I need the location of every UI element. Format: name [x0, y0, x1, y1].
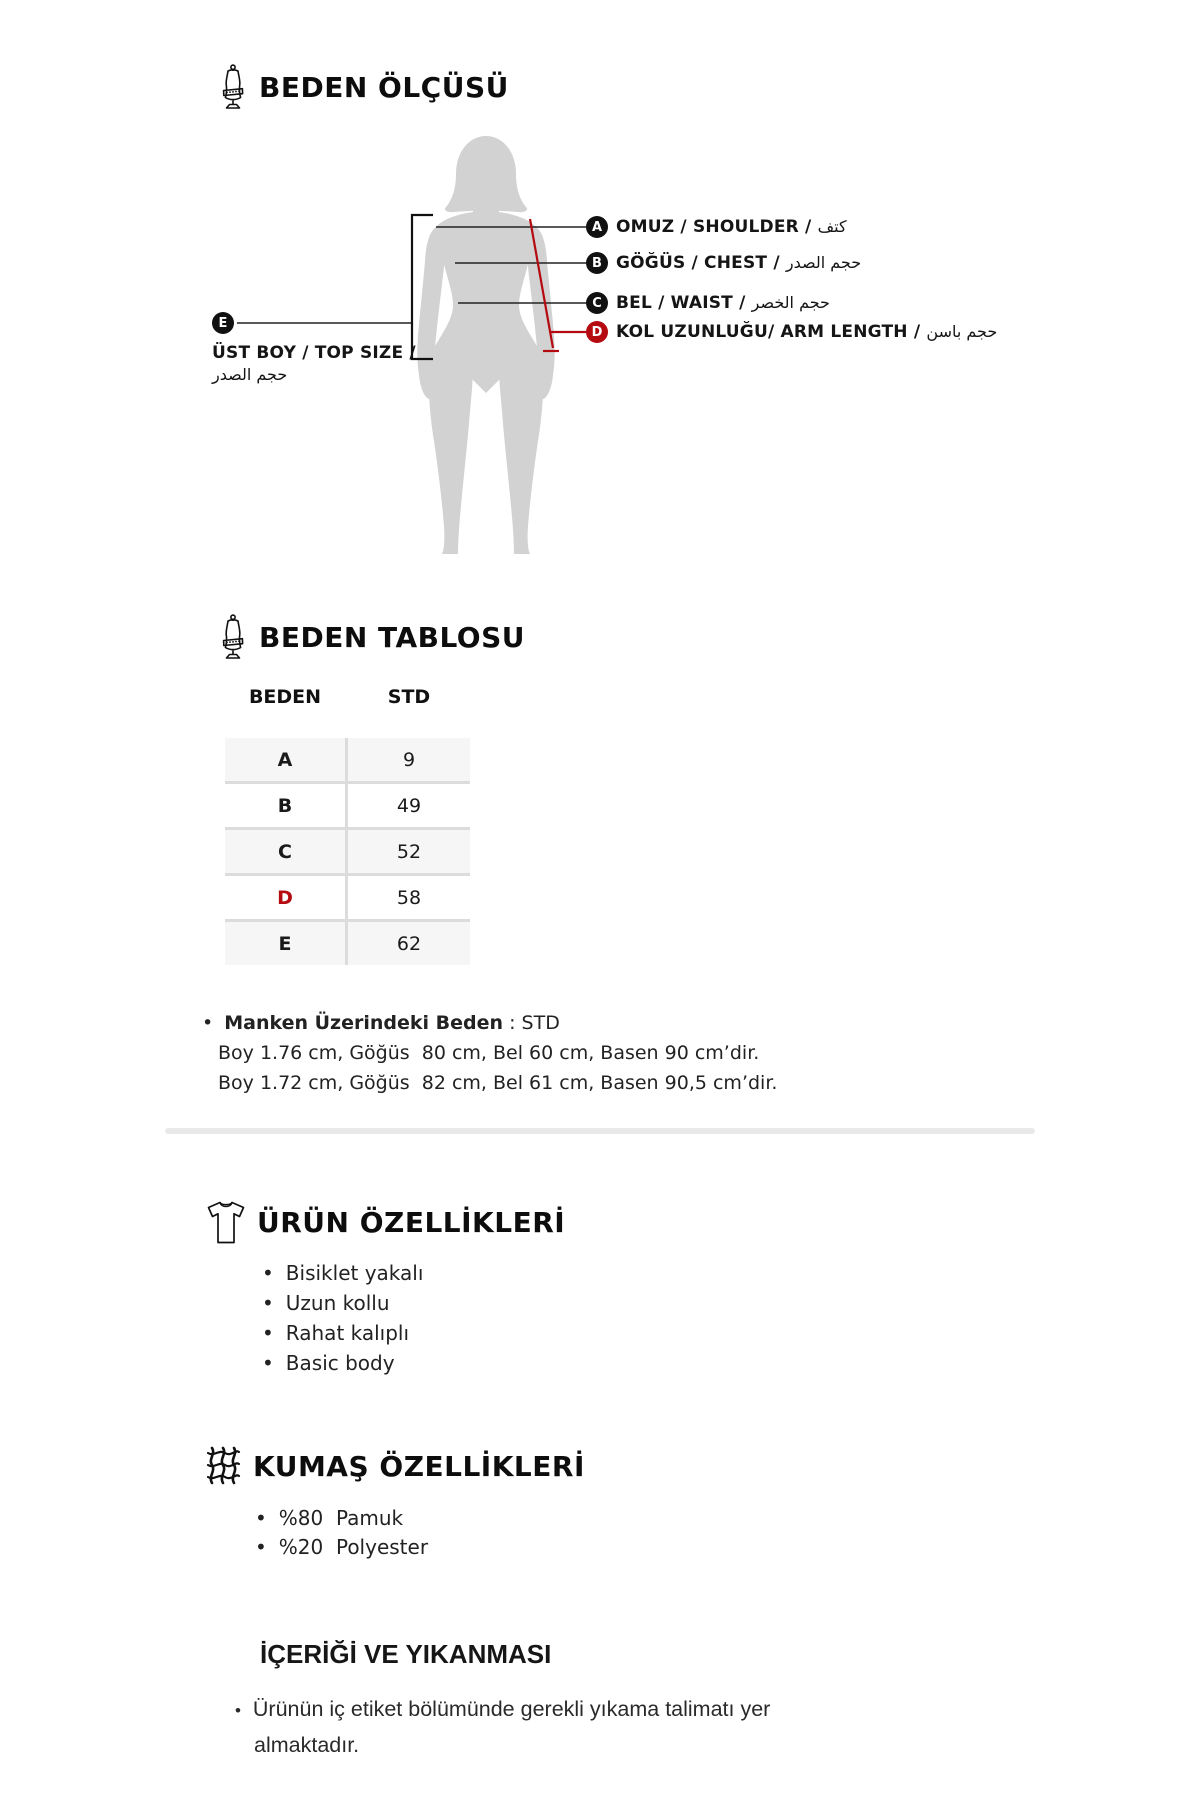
- list-item: • Bisiklet yakalı: [262, 1258, 423, 1288]
- model-size-line: • Manken Üzerindeki Beden : STD: [202, 1008, 777, 1038]
- section-divider: [165, 1128, 1035, 1134]
- care-line: almaktadır.: [254, 1733, 360, 1757]
- list-item: • %20 Polyester: [255, 1533, 428, 1562]
- care-title: İÇERİĞİ VE YIKANMASI: [260, 1639, 552, 1669]
- product-features-title: ÜRÜN ÖZELLİKLERİ: [257, 1206, 566, 1239]
- label-chest: GÖĞÜS / CHEST / حجم الصدر: [616, 253, 862, 273]
- table-row: D 58: [225, 873, 470, 919]
- label-circle-d: D: [586, 321, 608, 343]
- model-measurements-1: Boy 1.76 cm, Göğüs 80 cm, Bel 60 cm, Basen 90 cm’dir.: [218, 1042, 760, 1064]
- list-item: • Basic body: [262, 1348, 423, 1378]
- list-item: • Uzun kollu: [262, 1288, 423, 1318]
- label-shoulder: OMUZ / SHOULDER / كتف: [616, 217, 847, 237]
- label-waist: BEL / WAIST / حجم الخصر: [616, 293, 830, 313]
- table-row: E 62: [225, 919, 470, 965]
- product-features-list: [262, 1258, 423, 1378]
- table-col-header-beden: BEDEN: [248, 686, 322, 708]
- product-features-header: [206, 1200, 565, 1245]
- table-row: A 9: [225, 738, 470, 781]
- size-guide-title: BEDEN ÖLÇÜSÜ: [259, 70, 509, 104]
- table-row: C 52: [225, 827, 470, 873]
- table-col-header-std: STD: [387, 686, 431, 708]
- female-silhouette: [417, 136, 554, 554]
- label-circle-e: E: [212, 312, 234, 334]
- tshirt-icon: [206, 1200, 246, 1245]
- label-arm-length: KOL UZUNLUĞU/ ARM LENGTH / حجم باسن: [616, 322, 998, 342]
- list-item: • Rahat kalıplı: [262, 1318, 423, 1348]
- table-row: B 49: [225, 781, 470, 827]
- fabric-features-list: [255, 1504, 428, 1562]
- label-circle-a: A: [586, 216, 608, 238]
- care-instructions: [235, 1692, 770, 1763]
- dress-form-icon: [218, 64, 248, 110]
- care-line: • Ürünün iç etiket bölümünde gerekli yıkama talimatı yer: [235, 1697, 771, 1721]
- list-item: • %80 Pamuk: [255, 1504, 428, 1533]
- size-table: [225, 738, 470, 965]
- model-measurements-2: Boy 1.72 cm, Göğüs 82 cm, Bel 61 cm, Basen 90,5 cm’dir.: [218, 1072, 778, 1094]
- label-circle-b: B: [586, 252, 608, 274]
- label-circle-c: C: [586, 292, 608, 314]
- size-table-header: [218, 614, 525, 660]
- fabric-features-header: [204, 1444, 585, 1488]
- model-size-info: [202, 1008, 777, 1098]
- dress-form-icon: [218, 614, 248, 660]
- fabric-features-title: KUMAŞ ÖZELLİKLERİ: [253, 1449, 585, 1483]
- size-table-title: BEDEN TABLOSU: [259, 620, 526, 654]
- label-top-size: ÜST BOY / TOP SIZE / حجم الصدر: [212, 343, 416, 384]
- fabric-weave-icon: [204, 1444, 242, 1488]
- size-guide-header: [218, 64, 509, 110]
